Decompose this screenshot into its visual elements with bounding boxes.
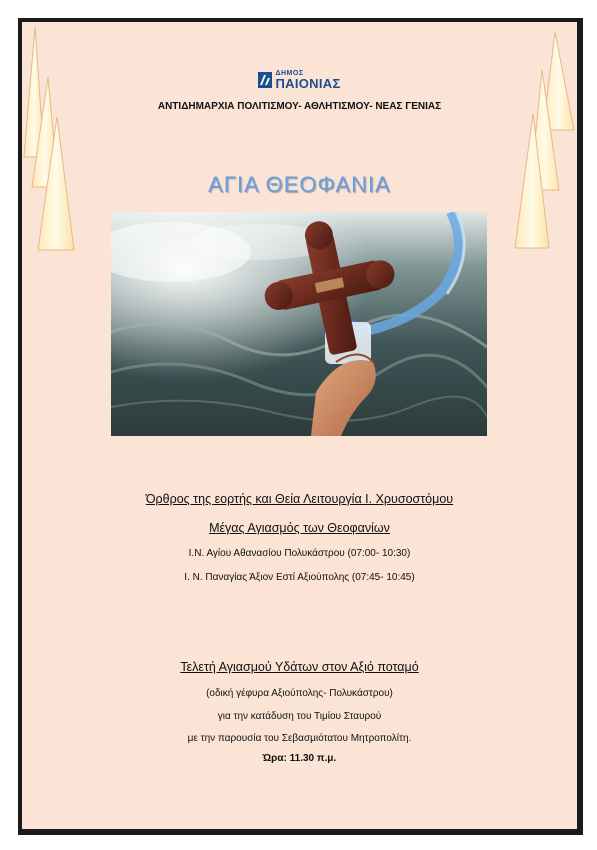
- poster: [18, 18, 583, 835]
- cross-in-water-image: [111, 212, 487, 436]
- logo-mark-icon: [258, 72, 272, 88]
- ceremony-time: Ώρα: 11.30 π.μ.: [262, 753, 337, 764]
- logo-big-text: ΠΑΙΟΝΙΑΣ: [275, 76, 341, 91]
- river-ceremony-heading: Τελετή Αγιασμού Υδάτων στον Αξιό ποταμό: [180, 660, 419, 674]
- church-1-schedule: Ι.Ν. Αγίου Αθανασίου Πολυκάστρου (07:00- 10:30): [188, 548, 411, 559]
- metropolitan-line: με την παρουσία του Σεβασμιότατου Μητροπολίτη.: [187, 733, 412, 744]
- department-line: ΑΝΤΙΔΗΜΑΡΧΙΑ ΠΟΛΙΤΙΣΜΟΥ- ΑΘΛΗΤΙΣΜΟΥ- ΝΕΑΣ ΓΕΝΙΑΣ: [157, 101, 442, 112]
- municipality-logo: [22, 70, 577, 90]
- logo-small-text: ΔΗΜΟΣ: [275, 70, 304, 77]
- photo-illustration-icon: [111, 212, 487, 436]
- location-line: (οδική γέφυρα Αξιούπολης- Πολυκάστρου): [206, 688, 393, 699]
- church-2-schedule: Ι. Ν. Παναγίας Άξιον Εστί Αξιούπολης (07:45- 10:45): [184, 572, 415, 583]
- blessing-heading: Μέγας Αγιασμός των Θεοφανίων: [209, 521, 390, 535]
- page-title: ΑΓΙΑ ΘΕΟΦΑΝΙΑ: [208, 172, 391, 197]
- liturgy-heading: Όρθρος της εορτής και Θεία Λειτουργία Ι. Χρυσοστόμου: [145, 492, 454, 506]
- cross-dive-line: για την κατάδυση του Τιμίου Σταυρού: [217, 711, 382, 722]
